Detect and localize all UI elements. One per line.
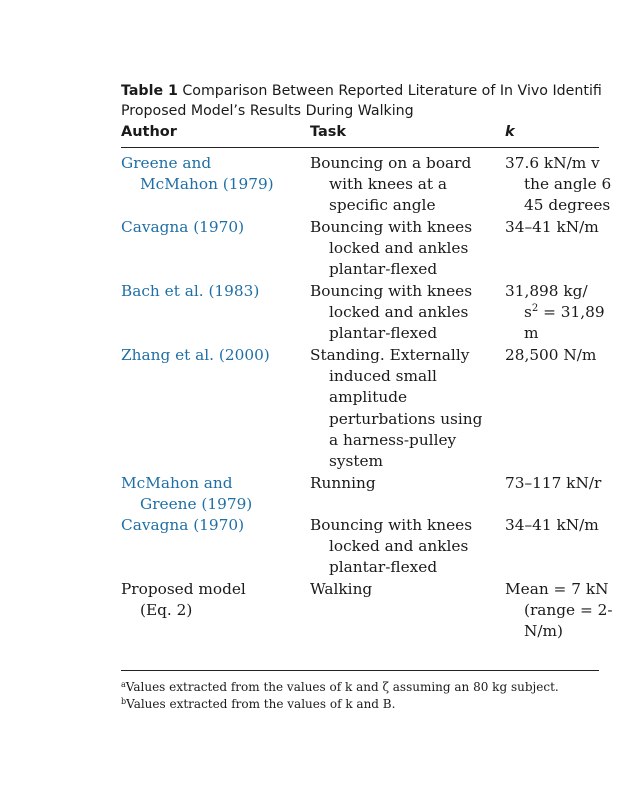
table-row-4-task: Standing. Externally induced small amplitude perturbations using a harness-pulley system	[310, 346, 483, 471]
table-label: Table 1	[121, 83, 178, 99]
table-row-1-task: Bouncing on a board with knees at a specific angle	[310, 154, 472, 215]
footer-rule	[121, 670, 599, 671]
column-header-k: k	[505, 124, 515, 140]
table-row-7-author: Proposed model (Eq. 2)	[121, 580, 246, 620]
table-row-4-author[interactable]: Zhang et al. (2000)	[121, 346, 270, 364]
table-row-5-task: Running	[310, 474, 376, 492]
table-row-7-task: Walking	[310, 580, 373, 598]
table-row-1-author[interactable]: Greene and McMahon (1979)	[121, 154, 274, 194]
footnote-b: $^b$Values extracted from the values of k and B.	[121, 697, 396, 711]
table-row-2-author[interactable]: Cavagna (1970)	[121, 218, 245, 236]
table-row-2-k: 34–41 kN/m	[505, 218, 599, 236]
table-row-6-author[interactable]: Cavagna (1970)	[121, 516, 245, 534]
caption-line-1	[121, 81, 641, 101]
table-row-3-task: Bouncing with knees locked and ankles plantar-flexed	[310, 282, 473, 343]
table-row-3-k: 31,898 kg/ $s^2 = 31,89$ m	[505, 282, 605, 343]
caption-title-part-1: Comparison Between Reported Literature of In Vivo Identifi	[182, 83, 602, 99]
caption-title-part-2: Proposed Model’s Results During Walking	[121, 103, 414, 119]
table-row-6-task: Bouncing with knees locked and ankles plantar-flexed	[310, 516, 473, 577]
table-row-5-k: 73–117 kN/r	[505, 474, 602, 492]
footnote-a: $^a$Values extracted from the values of k and ζ assuming an 80 kg subject.	[121, 680, 559, 694]
table-row-5-author[interactable]: McMahon and Greene (1979)	[121, 474, 253, 514]
table-row-2-task: Bouncing with knees locked and ankles plantar-flexed	[310, 218, 473, 279]
column-header-task: Task	[310, 124, 347, 140]
table-caption	[121, 81, 641, 121]
table-row-3-author[interactable]: Bach et al. (1983)	[121, 282, 260, 300]
column-header-author: Author	[121, 124, 177, 140]
header-rule	[121, 147, 599, 148]
table-row-1-k: 37.6 kN/m v the angle 6 45 degrees	[505, 154, 612, 215]
table-row-6-k: 34–41 kN/m	[505, 516, 599, 534]
table-row-7-k: Mean = 7 kN (range = 2- N/m)	[505, 580, 613, 641]
table-row-4-k: 28,500 N/m	[505, 346, 597, 364]
